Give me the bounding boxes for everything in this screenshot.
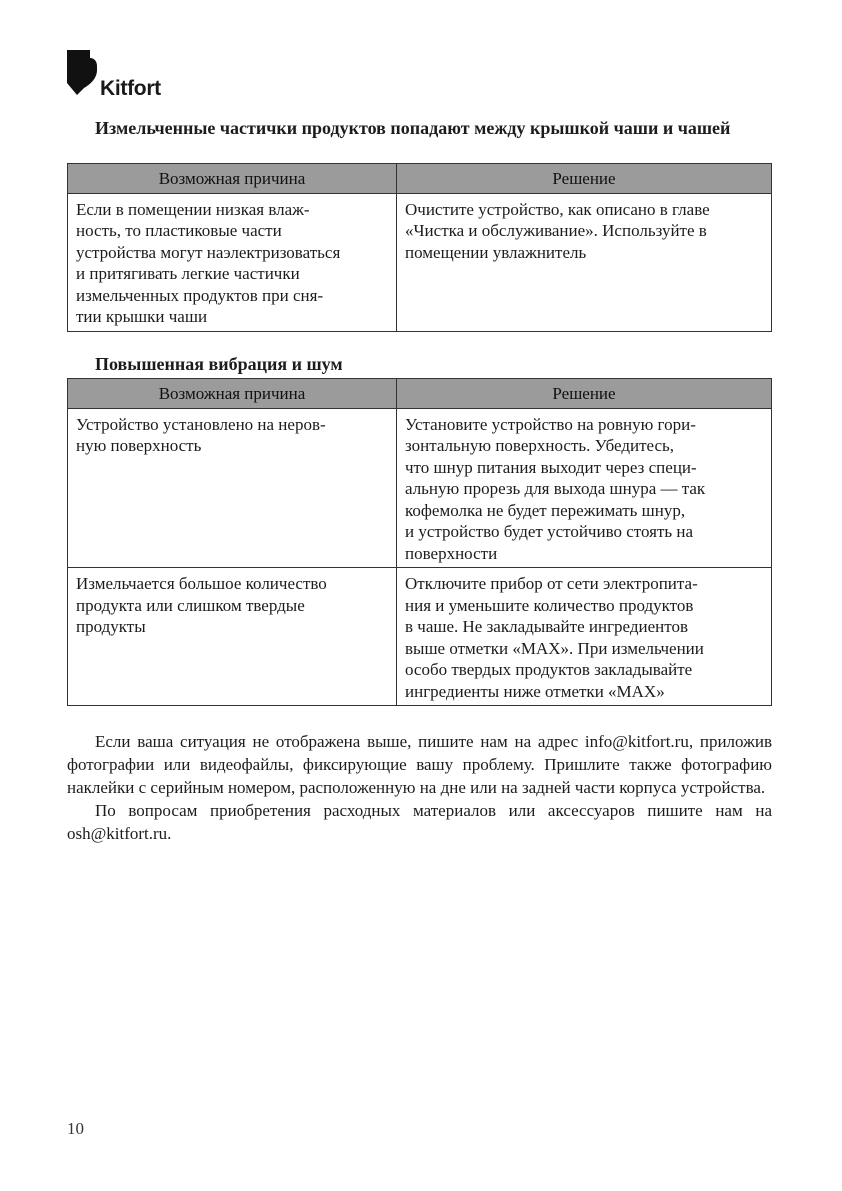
solution-line: ингредиенты ниже отметки «MAX» xyxy=(405,681,665,701)
column-header-solution: Решение xyxy=(397,164,772,194)
cause-cell xyxy=(68,408,397,568)
solution-line: «Чистка и обслуживание». Используйте в xyxy=(405,221,707,240)
solution-line: в чаше. Не закладывайте ингредиентов xyxy=(405,617,688,636)
solution-cell xyxy=(397,568,772,706)
cause-line: Устройство установлено на неров- xyxy=(76,414,326,434)
kitfort-logo-icon xyxy=(67,50,97,95)
section-title-particles: Измельченные частички продуктов попадают между крышкой чаши и чашей xyxy=(95,118,731,138)
cause-cell xyxy=(68,193,397,331)
cause-line: и притягивать легкие частички xyxy=(76,264,300,283)
cause-line: Если в помещении низкая влаж- xyxy=(76,199,310,219)
support-info xyxy=(67,730,772,845)
table-row xyxy=(68,408,772,568)
solution-cell xyxy=(397,193,772,331)
column-header-cause: Возможная причина xyxy=(68,164,397,194)
cause-line: измельченных продуктов при сня- xyxy=(76,285,324,305)
table-row xyxy=(68,568,772,706)
table-header-row xyxy=(68,164,772,194)
solution-line: Очистите устройство, как описано в главе xyxy=(405,199,710,219)
troubleshooting-table-vibration xyxy=(67,378,772,706)
cause-cell xyxy=(68,568,397,706)
section-title-vibration: Повышенная вибрация и шум xyxy=(95,354,343,374)
solution-line: выше отметки «MAX». При измельчении xyxy=(405,638,704,658)
solution-line: альную прорезь для выхода шнура — так xyxy=(405,479,706,498)
support-paragraph: Если ваша ситуация не отображена выше, пишите нам на адрес info@kitfort.ru, приложив фотографии или видеофайлы, фиксирующие вашу проблему. Пришлите также фотографию наклейки с серийным номером, расположенную на дне или на задней части корпуса устройства. xyxy=(67,732,772,797)
troubleshooting-table-particles xyxy=(67,163,772,332)
solution-line: ния и уменьшите количество продуктов xyxy=(405,595,694,615)
brand-logo xyxy=(67,50,161,100)
solution-line: Отключите прибор от сети электропита- xyxy=(405,574,698,593)
cause-line: тии крышки чаши xyxy=(76,307,208,326)
logo-text: Kitfort xyxy=(100,77,161,100)
cause-line: Измельчается большое количество xyxy=(76,574,327,593)
solution-line: особо твердых продуктов закладывайте xyxy=(405,660,693,679)
accessories-paragraph: По вопросам приобретения расходных материалов или аксессуаров пишите нам на osh@kitfort.ru. xyxy=(67,801,772,843)
cause-line: продукта или слишком твердые xyxy=(76,595,305,615)
page-number: 10 xyxy=(67,1119,84,1138)
column-header-cause: Возможная причина xyxy=(68,379,397,409)
solution-line: что шнур питания выходит через специ- xyxy=(405,457,697,477)
solution-line: кофемолка не будет пережимать шнур, xyxy=(405,500,686,520)
table-row xyxy=(68,193,772,331)
solution-line: и устройство будет устойчиво стоять на xyxy=(405,522,694,541)
cause-line: ность, то пластиковые части xyxy=(76,221,282,240)
column-header-solution: Решение xyxy=(397,379,772,409)
cause-line: устройства могут наэлектризоваться xyxy=(76,242,341,262)
solution-line: зонтальную поверхность. Убедитесь, xyxy=(405,436,675,455)
cause-line: продукты xyxy=(76,617,146,636)
solution-line: поверхности xyxy=(405,543,498,563)
solution-line: Установите устройство на ровную гори- xyxy=(405,414,696,434)
cause-line: ную поверхность xyxy=(76,436,202,455)
solution-line: помещении увлажнитель xyxy=(405,242,587,262)
table-header-row xyxy=(68,379,772,409)
solution-cell xyxy=(397,408,772,568)
